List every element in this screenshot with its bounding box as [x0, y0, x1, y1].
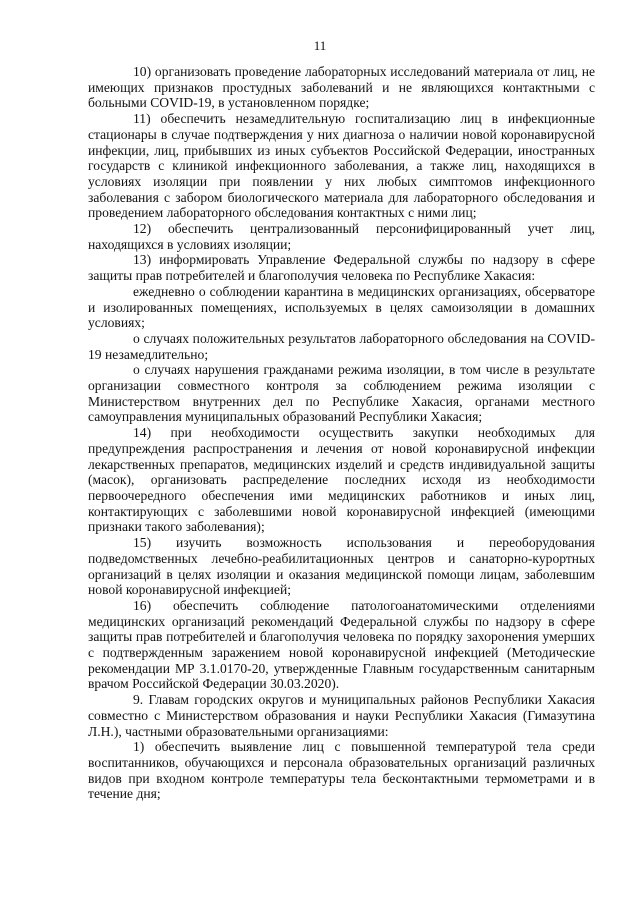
paragraph-15: 15) изучить возможность использования и переоборудования подведомственных лечебно-реабилитационных центров и санаторно-курортных организаций в целях изоляции и оказания медицинской помощи лицам, заболевшим новой коронавирусной инфекцией;	[88, 535, 595, 598]
paragraph-13-positive: о случаях положительных результатов лабораторного обследования на COVID-19 незамедлительно;	[88, 330, 595, 362]
paragraph-16: 16) обеспечить соблюдение патологоанатомическими отделениями медицинских организаций рекомендаций Федеральной службы по надзору в сфере защиты прав потребителей и благополучия человека по порядку захоронения умерших с подтвержденным заражением новой коронавирусной инфекцией (Методические рекомендации МР 3.1.0170-20, утвержденные Главным государственным санитарным врачом Российской Федерации 30.03.2020).	[88, 597, 595, 692]
paragraph-11: 11) обеспечить незамедлительную госпитализацию лиц в инфекционные стационары в случае подтверждения у них диагноза о наличии новой коронавирусной инфекции, лиц, прибывших из иных субъектов Российской Федерации, иностранных государств с клиникой инфекционного заболевания, а также лиц, находящихся в условиях изоляции при появлении у них любых симптомов инфекционного заболевания с забором биологического материала для лабораторного обследования и проведением лабораторного обследования контактных с ними лиц;	[88, 111, 595, 221]
paragraph-10: 10) организовать проведение лабораторных исследований материала от лиц, не имеющих признаков простудных заболеваний и не являющихся контактными с больными COVID-19, в установленном порядке;	[88, 64, 595, 111]
paragraph-13-daily: ежедневно о соблюдении карантина в медицинских организациях, обсерваторе и изолированных помещениях, используемых в целях самоизоляции в домашних условиях;	[88, 283, 595, 331]
paragraph-9-heads: 9. Главам городских округов и муниципальных районов Республики Хакасия совместно с Министерством образования и науки Республики Хакасия (Гимазутина Л.Н.), частными образовательными организациями:	[88, 692, 595, 739]
paragraph-13-violations: о случаях нарушения гражданами режима изоляции, в том числе в результате организации совместного контроля за соблюдением режима изоляции с Министерством внутренних дел по Республике Хакасия, органами местного самоуправления муниципальных образований Республики Хакасия;	[88, 362, 595, 425]
document-body	[88, 64, 595, 802]
paragraph-14: 14) при необходимости осуществить закупки необходимых для предупреждения распространения и лечения от новой коронавирусной инфекции лекарственных препаратов, медицинских изделий и средств индивидуальной защиты (масок), организовать распределение последних исходя из необходимости первоочередного обеспечения ими медицинских работников и иных лиц, контактирующих с заболевшими новой коронавирусной инфекцией (имеющими признаки такого заболевания);	[88, 425, 595, 535]
paragraph-13: 13) информировать Управление Федеральной службы по надзору в сфере защиты прав потребителей и благополучия человека по Республике Хакасия:	[88, 252, 595, 284]
paragraph-9-1: 1) обеспечить выявление лиц с повышенной температурой тела среди воспитанников, обучающихся и персонала образовательных организаций различных видов при входном контроле температуры тела бесконтактными термометрами и в течение дня;	[88, 739, 595, 802]
page-number: 11	[313, 38, 327, 53]
paragraph-12: 12) обеспечить централизованный персонифицированный учет лиц, находящихся в условиях изоляции;	[88, 221, 595, 252]
